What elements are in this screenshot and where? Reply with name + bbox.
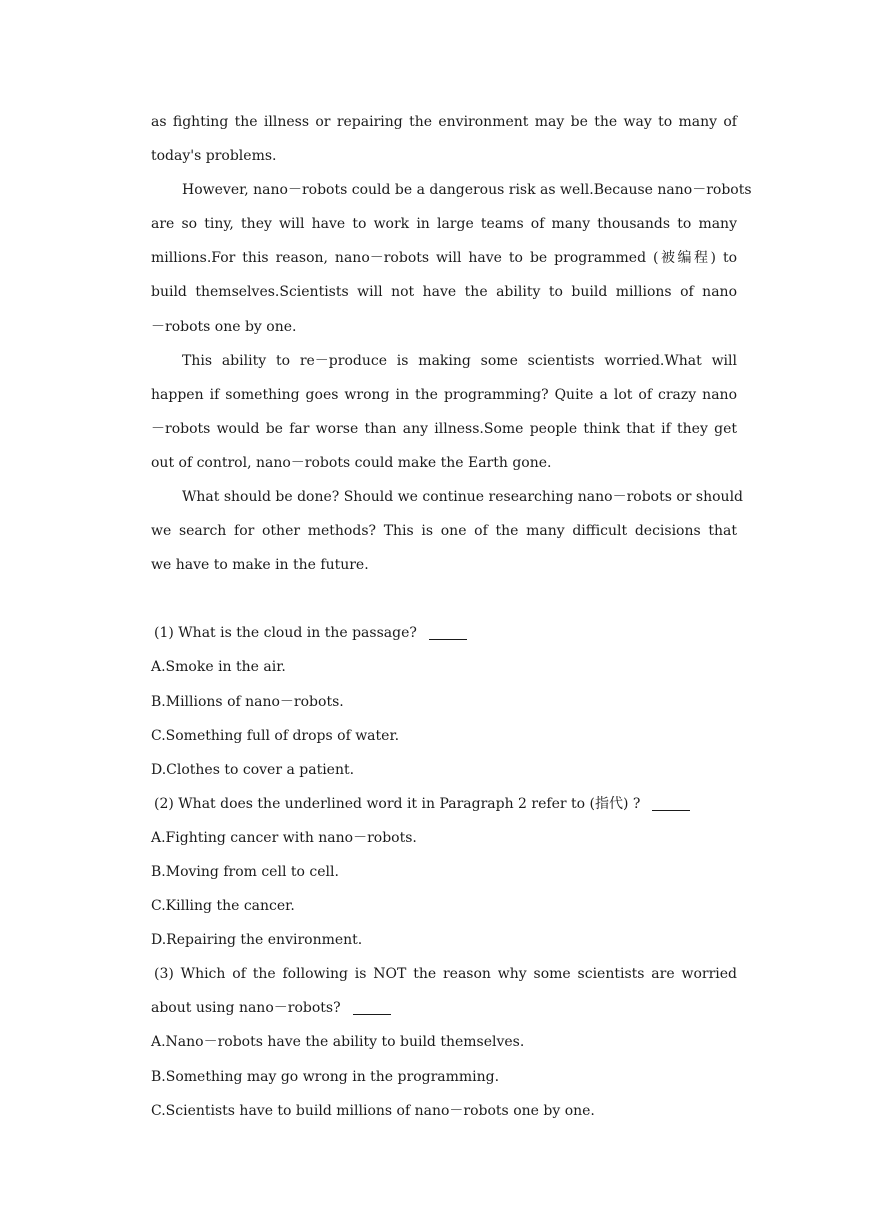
question-stem-text: (1) What is the cloud in the passage? [154, 625, 417, 642]
question-1-option-d: D.Clothes to cover a patient. [151, 761, 355, 778]
passage-line: What should be done? Should we continue researching nano－robots or should [182, 489, 744, 506]
question-1-option-c: C.Something full of drops of water. [151, 727, 400, 744]
question-3-option-b: B.Something may go wrong in the programming. [151, 1068, 500, 1085]
question-2-option-a: A.Fighting cancer with nano－robots. [151, 829, 417, 846]
document-page [151, 105, 752, 1128]
answer-blank [652, 809, 690, 811]
question-stem-text: (2) What does the underlined word it in Paragraph 2 refer to (指代) ? [154, 795, 641, 812]
question-3-stem-line-2 [151, 991, 737, 1025]
passage-line: we search for other methods? This is one of the many difficult decisions that [151, 523, 737, 540]
passage-line: happen if something goes wrong in the programming? Quite a lot of crazy nano [151, 386, 737, 403]
question-2-stem [154, 787, 737, 821]
question-1-stem [154, 616, 737, 650]
passage-line: However, nano－robots could be a dangerous risk as well.Because nano－robots [182, 182, 752, 199]
passage-line: as fighting the illness or repairing the environment may be the way to many of [151, 114, 737, 130]
question-3-option-a: A.Nano－robots have the ability to build themselves. [151, 1034, 525, 1051]
answer-blank [353, 1013, 391, 1015]
passage-line: out of control, nano－robots could make the Earth gone. [151, 454, 552, 471]
question-1-option-b: B.Millions of nano－robots. [151, 693, 344, 710]
question-2-option-c: C.Killing the cancer. [151, 898, 295, 915]
question-2-option-b: B.Moving from cell to cell. [151, 863, 339, 880]
question-3-option-c: C.Scientists have to build millions of nano－robots one by one. [151, 1102, 595, 1119]
section-gap [151, 582, 737, 616]
passage-line: we have to make in the future. [151, 557, 369, 574]
passage-line: build themselves.Scientists will not have the ability to build millions of nano [151, 284, 737, 301]
passage-line: today's problems. [151, 148, 277, 165]
passage-line: －robots one by one. [151, 318, 297, 335]
answer-blank [429, 638, 467, 640]
passage-line: are so tiny, they will have to work in large teams of many thousands to many [151, 216, 737, 233]
question-stem-text: about using nano－robots? [151, 1000, 341, 1017]
question-3-stem-line-1: (3) Which of the following is NOT the reason why some scientists are worried [154, 966, 737, 983]
question-1-option-a: A.Smoke in the air. [151, 659, 286, 676]
passage-line: －robots would be far worse than any illness.Some people think that if they get [151, 420, 737, 437]
question-2-option-d: D.Repairing the environment. [151, 932, 363, 949]
passage-line: millions.For this reason, nano－robots will have to be programmed (被编程) to [151, 250, 737, 267]
passage-line: This ability to re－produce is making some scientists worried.What will [182, 352, 737, 369]
